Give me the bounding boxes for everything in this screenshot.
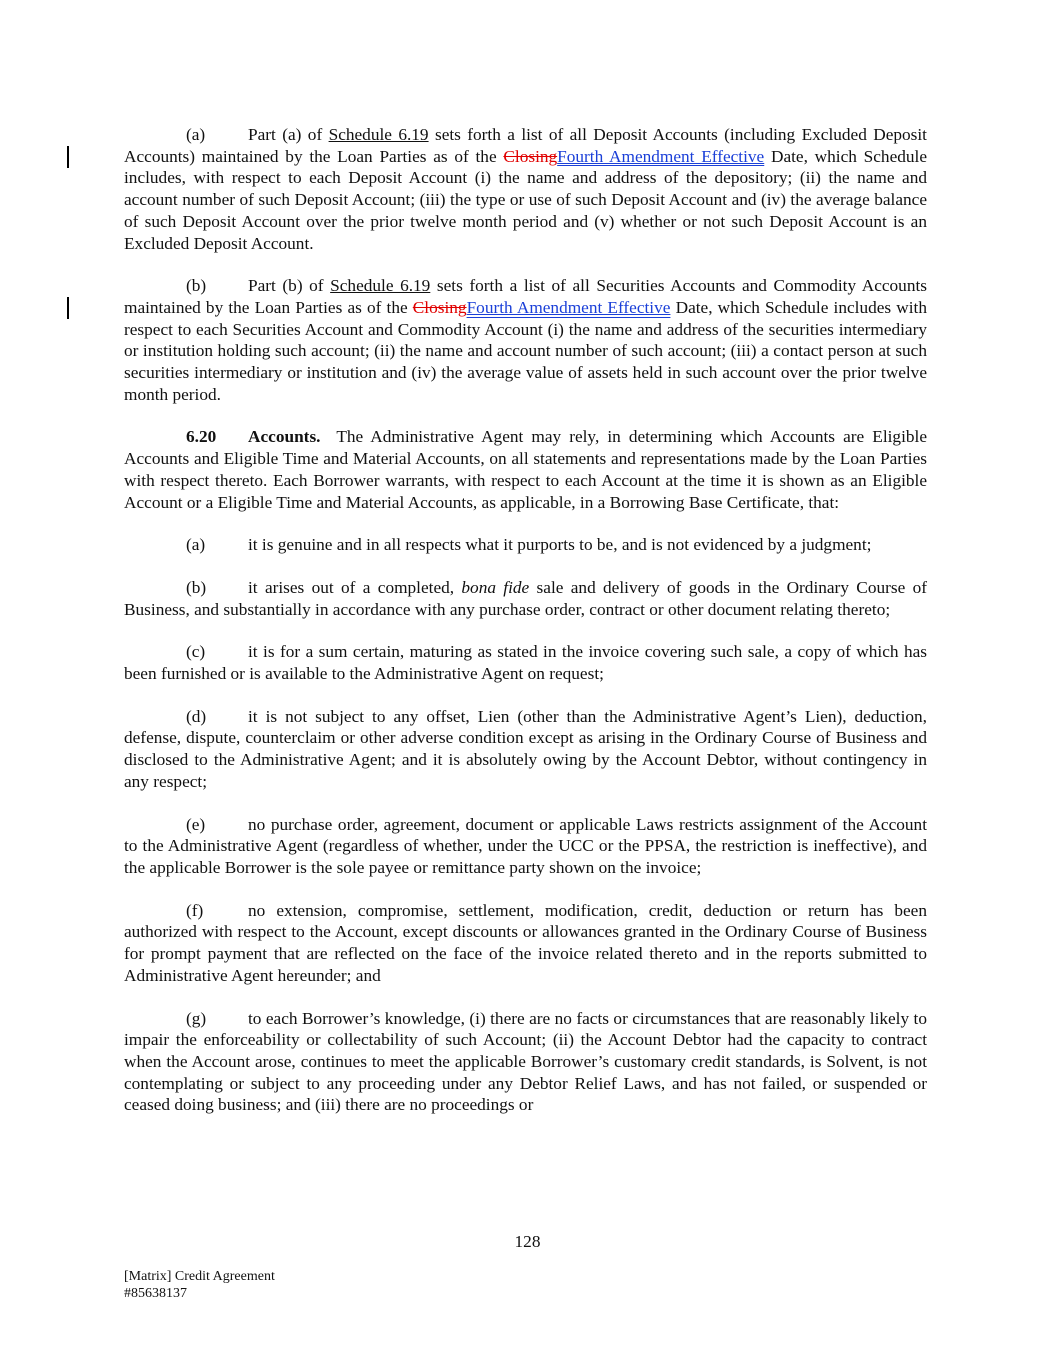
- page-number: 128: [514, 1232, 541, 1251]
- section-6-20: 6.20 Accounts. The Administrative Agent may rely, in determining which Accounts are Eligible Accounts and Eligible Time and Material Accounts, on all statements and representations made by the Loan Parties with respect thereto. Each Borrower warrants, with respect to each Account at the time it is shown as an Eligible Account or a Eligible Time and Material Accounts, as applicable, in a Borrowing Base Certificate, that:: [124, 427, 927, 512]
- footer-doc-id: #85638137: [124, 1286, 187, 1301]
- section-title: Accounts.: [248, 427, 321, 447]
- item-e: (e) no purchase order, agreement, document or applicable Laws restricts assignment of the Account to the Administrative Agent (regardless of whether, under the UCC or the PPSA, the restriction is ineffective), and the applicable Borrower is the sole payee or remittance party shown on the invoice;: [124, 814, 927, 877]
- item-g: (g) to each Borrower’s knowledge, (i) there are no facts or circumstances that are reasonably likely to impair the enforceability or collectability of such Account; (ii) the Account Debtor had the capacity to contract when the Account arose, continues to meet the applicable Borrower’s customary credit standards, is Solvent, is not contemplating or subject to any proceeding under any Debtor Relief Laws, and has not failed, or suspended or ceased doing business; and (iii) there are no proceedings or: [124, 1008, 927, 1115]
- footer: [124, 1268, 275, 1302]
- change-bar: [67, 146, 69, 168]
- deleted-text: Closing: [503, 146, 558, 166]
- item-d: (d) it is not subject to any offset, Lien (other than the Administrative Agent’s Lien), deduction, defense, dispute, counterclaim or other adverse condition except as arising in the Ordinary Course of Business and disclosed to the Administrative Agent; and it is absolutely owing by the Account Debtor, without contingency in any respect;: [124, 706, 927, 791]
- paragraph-a-schedule: (a) Part (a) of Schedule 6.19 sets forth a list of all Deposit Accounts (including Excluded Deposit Accounts) maintained by the Loan Parties as of the ClosingFourth Amendment Effective Date, which Schedule includes, with respect to each Deposit Account (i) the name and address of the depository; (ii) the name and account number of such Deposit Account; (iii) the type or use of such Deposit Account and (iv) the average balance of such Deposit Account over the prior twelve month period and (v) whether or not such Deposit Account is an Excluded Deposit Account.: [124, 125, 927, 253]
- change-bar: [67, 297, 69, 319]
- document-body: [124, 124, 927, 1137]
- schedule-ref: Schedule 6.19: [328, 125, 429, 144]
- item-a: (a) it is genuine and in all respects what it purports to be, and is not evidenced by a judgment;: [186, 535, 872, 555]
- schedule-ref: Schedule 6.19: [330, 276, 431, 296]
- section-number: 6.20: [186, 427, 217, 447]
- inserted-text: Fourth Amendment Effective: [466, 297, 671, 317]
- item-f: (f) no extension, compromise, settlement, modification, credit, deduction or return has been authorized with respect to the Account, except discounts or allowances granted in the Ordinary Course of Business for prompt payment that are reflected on the face of the invoice related thereto and in the reports submitted to Administrative Agent hereunder; and: [124, 900, 927, 985]
- inserted-text: Fourth Amendment Effective: [557, 146, 765, 166]
- item-b: (b) it arises out of a completed, bona fide sale and delivery of goods in the Ordinary Course of Business, and substantially in accordance with any purchase order, contract or other document relating thereto;: [124, 577, 927, 619]
- footer-title: [Matrix] Credit Agreement: [124, 1269, 275, 1284]
- paragraph-b-schedule: (b) Part (b) of Schedule 6.19 sets forth a list of all Securities Accounts and Commodity Accounts maintained by the Loan Parties as of the ClosingFourth Amendment Effective Date, which Schedule includes with respect to each Securities Account and Commodity Account (i) the name and address of the securities intermediary or institution holding such account; (ii) the name and account number of such account; (iii) a contact person at such securities intermediary or institution and (iv) the average value of assets held in such account over the prior twelve month period.: [124, 276, 927, 404]
- deleted-text: Closing: [412, 297, 467, 317]
- item-c: (c) it is for a sum certain, maturing as stated in the invoice covering such sale, a copy of which has been furnished or is available to the Administrative Agent on request;: [124, 642, 927, 684]
